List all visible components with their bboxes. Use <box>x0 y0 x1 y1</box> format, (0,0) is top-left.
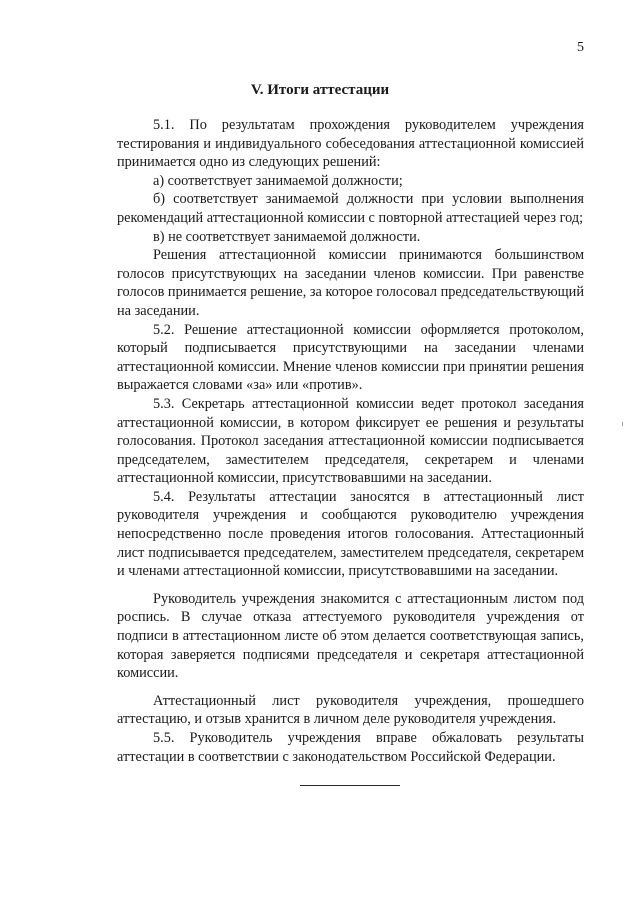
option-v: в) не соответствует занимаемой должности. <box>153 228 421 245</box>
closing-rule-line <box>300 785 400 786</box>
page-number: 5 <box>577 40 584 55</box>
paragraph-5-4: 5.4. Результаты аттестации заносятся в аттестационный лист руководителя учреждения и сообщаются руководителю учреждения непосредственно после проведения итогов голосования. Аттестационный лист подписывается председателем, заместителем председателя, секретарем и членами аттестационной комиссии, присутствовавшими на заседании. <box>117 488 584 580</box>
section-body <box>117 116 584 766</box>
paragraph-signature-acknowledgment: Руководитель учреждения знакомится с аттестационным листом под роспись. В случае отказа аттестуемого руководителя учреждения от подписи в аттестационном листе об этом делается соответствующая запись, которая заверяется подписями председателя и секретаря аттестационной комиссии. <box>117 590 584 682</box>
paragraph-5-5: 5.5. Руководитель учреждения вправе обжаловать результаты аттестации в соответствии с законодательством Российской Федерации. <box>117 730 584 765</box>
section-title: V. Итоги аттестации <box>250 82 390 98</box>
scan-edge-mark <box>622 422 623 426</box>
option-b: б) соответствует занимаемой должности при условии выполнения рекомендаций аттестационной комиссии с повторной аттестацией через год; <box>117 191 584 226</box>
option-a: а) соответствует занимаемой должности; <box>153 172 403 189</box>
paragraph-5-2: 5.2. Решение аттестационной комиссии оформляется протоколом, который подписывается присутствующими на заседании членами аттестационной комиссии. Мнение членов комиссии при принятии решения выражается словами «за» или «против». <box>117 321 584 394</box>
paragraph-storage: Аттестационный лист руководителя учреждения, прошедшего аттестацию, и отзыв хранится в личном деле руководителя учреждения. <box>117 692 584 728</box>
paragraph-5-1: 5.1. По результатам прохождения руководителем учреждения тестирования и индивидуального собеседования аттестационной комиссией принимается одно из следующих решений: <box>117 117 584 171</box>
paragraph-voting-rule: Решения аттестационной комиссии принимаются большинством голосов присутствующих на заседании членов комиссии. При равенстве голосов принимается решение, за которое голосовал председательствующий на заседании. <box>117 247 584 319</box>
paragraph-5-3: 5.3. Секретарь аттестационной комиссии ведет протокол заседания аттестационной комиссии, в котором фиксирует ее решения и результаты голосования. Протокол заседания аттестационной комиссии подписывается председателем, заместителем председателя, секретарем и членами аттестационной комиссии, присутствовавшими на заседании. <box>117 395 584 487</box>
